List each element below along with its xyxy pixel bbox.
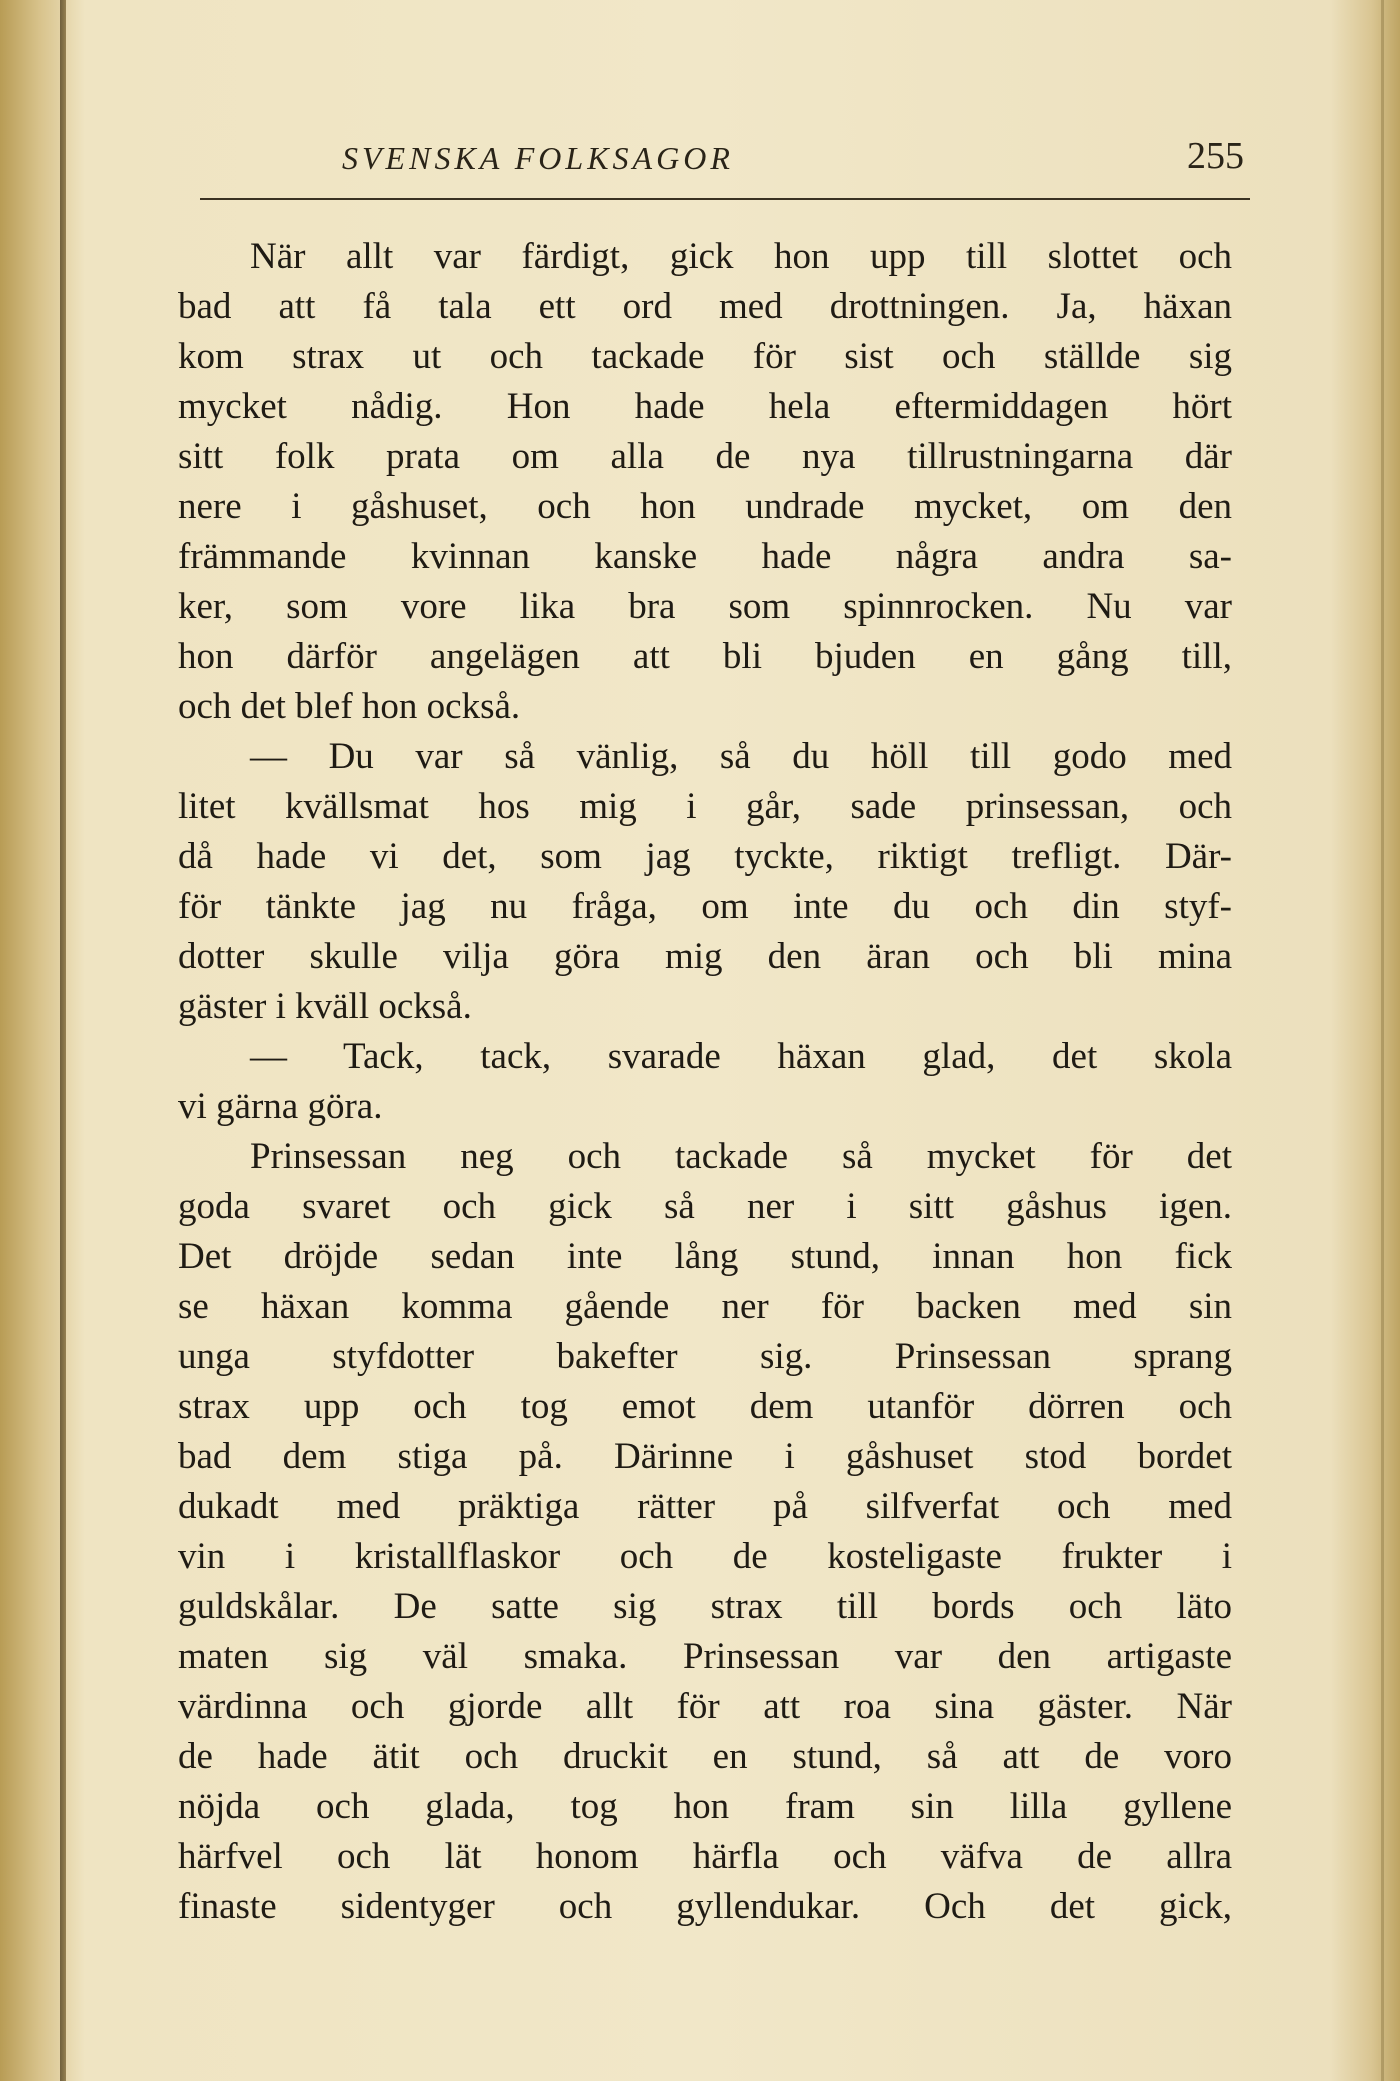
text-line: mycket nådig. Hon hade hela eftermiddagen hört [178,386,1232,427]
text-line: härfvel och lät honom härfla och väfva de allra [178,1836,1232,1877]
header-rule [200,198,1250,200]
text-line: kom strax ut och tackade för sist och ställde sig [178,336,1232,377]
page-number: 255 [1187,135,1244,177]
text-line: de hade ätit och druckit en stund, så att de voro [178,1736,1232,1777]
text-line: vin i kristallflaskor och de kosteligaste frukter i [178,1536,1232,1577]
text-line: för tänkte jag nu fråga, om inte du och din styf- [178,886,1232,927]
text-line: nere i gåshuset, och hon undrade mycket, om den [178,486,1232,527]
running-head: SVENSKA FOLKSAGOR [342,140,734,176]
book-binding-edge [60,0,66,2081]
text-line: sitt folk prata om alla de nya tillrustningarna där [178,436,1232,477]
text-line: goda svaret och gick så ner i sitt gåshus igen. [178,1186,1232,1227]
page-right-edge [1381,0,1384,2081]
text-line: då hade vi det, som jag tyckte, riktigt trefligt. Där- [178,836,1232,877]
text-line: se häxan komma gående ner för backen med sin [178,1286,1232,1327]
text-line: — Du var så vänlig, så du höll till godo med [250,736,1232,777]
text-line: nöjda och glada, tog hon fram sin lilla gyllene [178,1786,1232,1827]
text-line: litet kvällsmat hos mig i går, sade prinsessan, och [178,786,1232,827]
text-line: hon därför angelägen att bli bjuden en gång till, [178,636,1232,677]
text-line: unga styfdotter bakefter sig. Prinsessan sprang [178,1336,1232,1377]
body-text [178,232,1232,1932]
text-line: När allt var färdigt, gick hon upp till slottet och [250,236,1232,277]
text-line: maten sig väl smaka. Prinsessan var den artigaste [178,1636,1232,1677]
text-line: ker, som vore lika bra som spinnrocken. Nu var [178,586,1232,627]
text-line: — Tack, tack, svarade häxan glad, det skola [250,1036,1232,1077]
text-line: och det blef hon också. [178,686,521,727]
text-line: värdinna och gjorde allt för att roa sina gäster. När [178,1686,1232,1727]
text-line: dotter skulle vilja göra mig den äran och bli mina [178,936,1232,977]
text-line: guldskålar. De satte sig strax till bords och läto [178,1586,1232,1627]
text-line: Det dröjde sedan inte lång stund, innan hon fick [178,1236,1232,1277]
text-line: bad dem stiga på. Därinne i gåshuset stod bordet [178,1436,1232,1477]
page-header [178,128,1250,188]
text-line: strax upp och tog emot dem utanför dörren och [178,1386,1232,1427]
text-line: finaste sidentyger och gyllendukar. Och det gick, [178,1886,1232,1927]
text-line: Prinsessan neg och tackade så mycket för det [250,1136,1232,1177]
text-line: bad att få tala ett ord med drottningen. Ja, häxan [178,286,1232,327]
text-line: främmande kvinnan kanske hade några andra sa- [178,536,1232,577]
text-line: vi gärna göra. [178,1086,383,1127]
text-line: dukadt med präktiga rätter på silfverfat och med [178,1486,1232,1527]
text-line: gäster i kväll också. [178,986,472,1027]
